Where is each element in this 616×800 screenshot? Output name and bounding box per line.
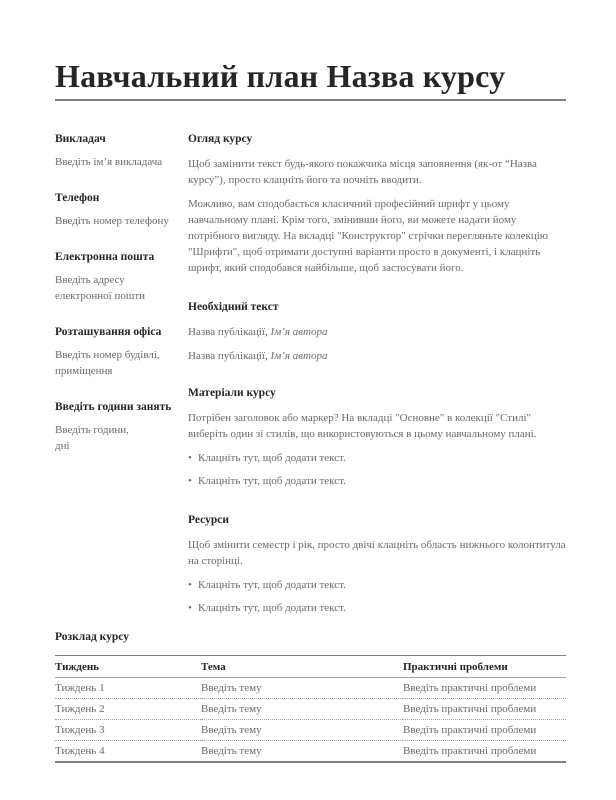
publication-name: Назва публікації, [188, 326, 271, 338]
sidebar-heading: Введіть години занять [55, 401, 172, 413]
week-cell[interactable]: Тиждень 1 [55, 678, 201, 699]
publication-name: Назва публікації, [188, 350, 271, 362]
author-name: Ім’я автора [270, 350, 328, 362]
sidebar-block-hours [55, 400, 177, 454]
week-cell[interactable]: Тиждень 2 [55, 699, 201, 720]
topic-cell[interactable]: Введіть тему [201, 741, 403, 762]
problems-cell[interactable]: Введіть практичні проблеми [403, 678, 566, 699]
main-content [188, 132, 566, 616]
overview-paragraph[interactable]: Можливо, вам сподобається класичний професійний шрифт у цьому навчальному плані. Крім того, змінивши його, ви можете надати йому потрібного вигляду. На вкладці "Конструктор" стрічки перегляньте колекцію "Шрифти", щоб отримати доступні варіанти просто в документі, і клацніть шрифт, який сподобався найбільше, щоб застосувати його. [188, 198, 548, 274]
title-divider [55, 99, 566, 101]
sidebar-block-office [55, 325, 177, 379]
author-name: Ім’я автора [270, 326, 328, 338]
office-field[interactable]: Введіть номер будівлі, приміщення [55, 349, 160, 377]
topic-cell[interactable]: Введіть тему [201, 699, 403, 720]
week-cell[interactable]: Тиждень 4 [55, 741, 201, 762]
sidebar-heading: Викладач [55, 133, 106, 145]
email-field[interactable]: Введіть адресу електронної пошти [55, 274, 146, 302]
sidebar-heading: Телефон [55, 192, 100, 204]
column-header-problems: Практичні проблеми [403, 656, 566, 678]
sidebar-block-phone [55, 191, 177, 229]
section-heading-schedule: Розклад курсу [55, 631, 129, 643]
required-text-item[interactable] [188, 348, 566, 364]
page-title[interactable]: Навчальний план Назва курсу [55, 58, 506, 94]
problems-cell[interactable]: Введіть практичні проблеми [403, 720, 566, 741]
overview-paragraph[interactable]: Щоб замінити текст будь-якого покажчика місця заповнення (як-от “Назва курсу”), просто клацніть його та почніть вводити. [188, 158, 537, 186]
topic-cell[interactable]: Введіть тему [201, 678, 403, 699]
table-row [55, 741, 566, 762]
section-heading-overview: Огляд курсу [188, 133, 253, 145]
required-text-item[interactable] [188, 324, 566, 340]
resources-paragraph[interactable]: Щоб змінити семестр і рік, просто двічі клацніть область нижнього колонтитула на сторінці. [188, 539, 566, 567]
column-header-topic: Тема [201, 656, 403, 678]
instructor-field[interactable]: Введіть ім’я викладача [55, 156, 163, 168]
bullet-item[interactable]: • Клацніть тут, щоб додати текст. [188, 600, 566, 616]
contact-sidebar [55, 132, 177, 475]
problems-cell[interactable]: Введіть практичні проблеми [403, 741, 566, 762]
section-heading-resources: Ресурси [188, 514, 229, 526]
table-row [55, 699, 566, 720]
problems-cell[interactable]: Введіть практичні проблеми [403, 699, 566, 720]
table-row [55, 678, 566, 699]
sidebar-block-email [55, 250, 177, 304]
bullet-item[interactable]: • Клацніть тут, щоб додати текст. [188, 577, 566, 593]
topic-cell[interactable]: Введіть тему [201, 720, 403, 741]
section-heading-materials: Матеріали курсу [188, 387, 276, 399]
hours-field[interactable]: Введіть години, дні [55, 424, 129, 452]
section-heading-required-text: Необхідний текст [188, 301, 279, 313]
schedule-table [55, 655, 566, 763]
bullet-item[interactable]: • Клацніть тут, щоб додати текст. [188, 450, 566, 466]
table-row [55, 720, 566, 741]
column-header-week: Тиждень [55, 656, 201, 678]
materials-paragraph[interactable]: Потрібен заголовок або маркер? На вкладці "Основне" в колекції "Стилі" виберіть один зі стилів, що використовуються в цьому навчальному плані. [188, 412, 537, 440]
document-page [55, 0, 566, 800]
bullet-item[interactable]: • Клацніть тут, щоб додати текст. [188, 473, 566, 489]
week-cell[interactable]: Тиждень 3 [55, 720, 201, 741]
sidebar-heading: Електронна пошта [55, 251, 155, 263]
sidebar-block-instructor [55, 132, 177, 170]
sidebar-heading: Розташування офіса [55, 326, 162, 338]
phone-field[interactable]: Введіть номер телефону [55, 215, 169, 227]
table-header-row [55, 656, 566, 678]
